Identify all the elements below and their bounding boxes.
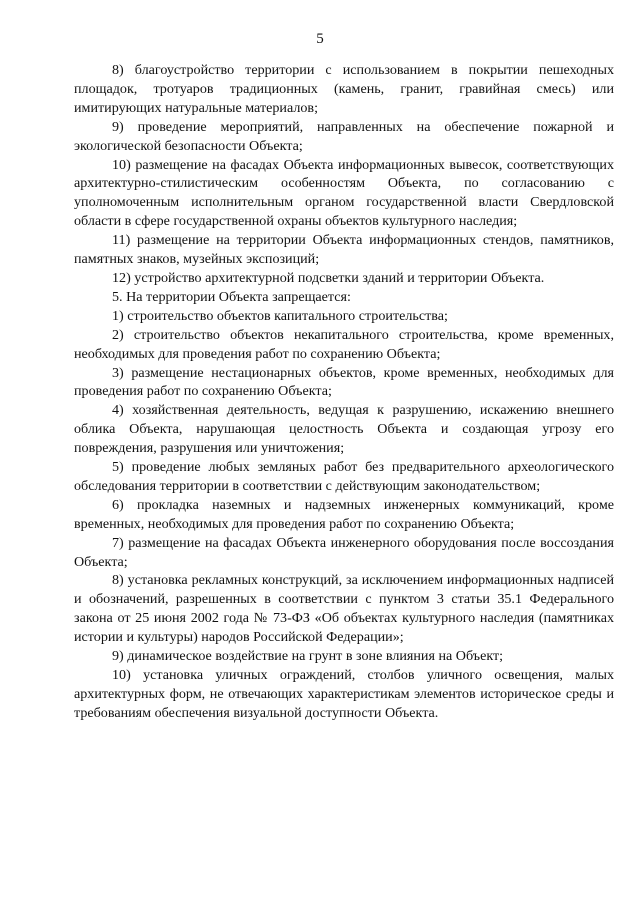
paragraph-5: 12) устройство архитектурной подсветки зданий и территории Объекта. bbox=[112, 269, 545, 286]
paragraph-13: 7) размещение на фасадах Объекта инженерного оборудования после воссоздания Объекта; bbox=[74, 534, 614, 570]
paragraph-1: 8) благоустройство территории с использованием в покрытии пешеходных площадок, тротуаров традиционных (камень, гранит, гравийная смесь) или имитирующих натуральные материалов; bbox=[74, 62, 614, 116]
paragraph-3: 10) размещение на фасадах Объекта информационных вывесок, соответствующих архитектурно-стилистическим особенностям Объекта, по согласованию с уполномоченным исполнительным органом государственной власти Свердловской области в сфере государственной охраны объектов культурного наследия; bbox=[74, 156, 614, 230]
section-heading-5: 5. На территории Объекта запрещается: bbox=[112, 288, 351, 305]
paragraph-11: 5) проведение любых земляных работ без предварительного археологического обследования территории в соответствии с действующим законодательством; bbox=[74, 459, 614, 494]
paragraph-16: 10) установка уличных ограждений, столбов уличного освещения, малых архитектурных форм, не отвечающих характеристикам элементов историческое среды и требованиям обеспечения визуальной доступности Объекта. bbox=[74, 667, 614, 721]
paragraph-12: 6) прокладка наземных и надземных инженерных коммуникаций, кроме временных, необходимых для проведения работ по сохранению Объекта; bbox=[74, 496, 614, 532]
paragraph-10: 4) хозяйственная деятельность, ведущая к разрушению, искажению внешнего облика Объекта, нарушающая целостность Объекта и создающая угрозу его повреждения, разрушения или уничтожения; bbox=[74, 402, 614, 457]
paragraph-4: 11) размещение на территории Объекта информационных стендов, памятников, памятных знаков, музейных экспозиций; bbox=[74, 232, 614, 268]
paragraph-9: 3) размещение нестационарных объектов, кроме временных, необходимых для проведения работ по сохранению Объекта; bbox=[74, 364, 614, 400]
paragraph-15: 9) динамическое воздействие на грунт в зоне влияния на Объект; bbox=[112, 648, 504, 665]
paragraph-14: 8) установка рекламных конструкций, за исключением информационных надписей и обозначений, разрешенных в соответствии с пунктом 3 статьи 35.1 Федерального закона от 25 июня 2002 года № 73-ФЗ «Об объектах культурного наследия (памятниках истории и культуры) народов Российской Федерации»; bbox=[74, 572, 614, 646]
page-number: 5 bbox=[316, 31, 324, 47]
paragraph-7: 1) строительство объектов капитального строительства; bbox=[112, 307, 448, 324]
paragraph-2: 9) проведение мероприятий, направленных на обеспечение пожарной и экологической безопасности Объекта; bbox=[74, 118, 614, 154]
document-body bbox=[74, 61, 614, 723]
paragraph-8: 2) строительство объектов некапитального строительства, кроме временных, необходимых для проведения работ по сохранению Объекта; bbox=[74, 326, 614, 362]
